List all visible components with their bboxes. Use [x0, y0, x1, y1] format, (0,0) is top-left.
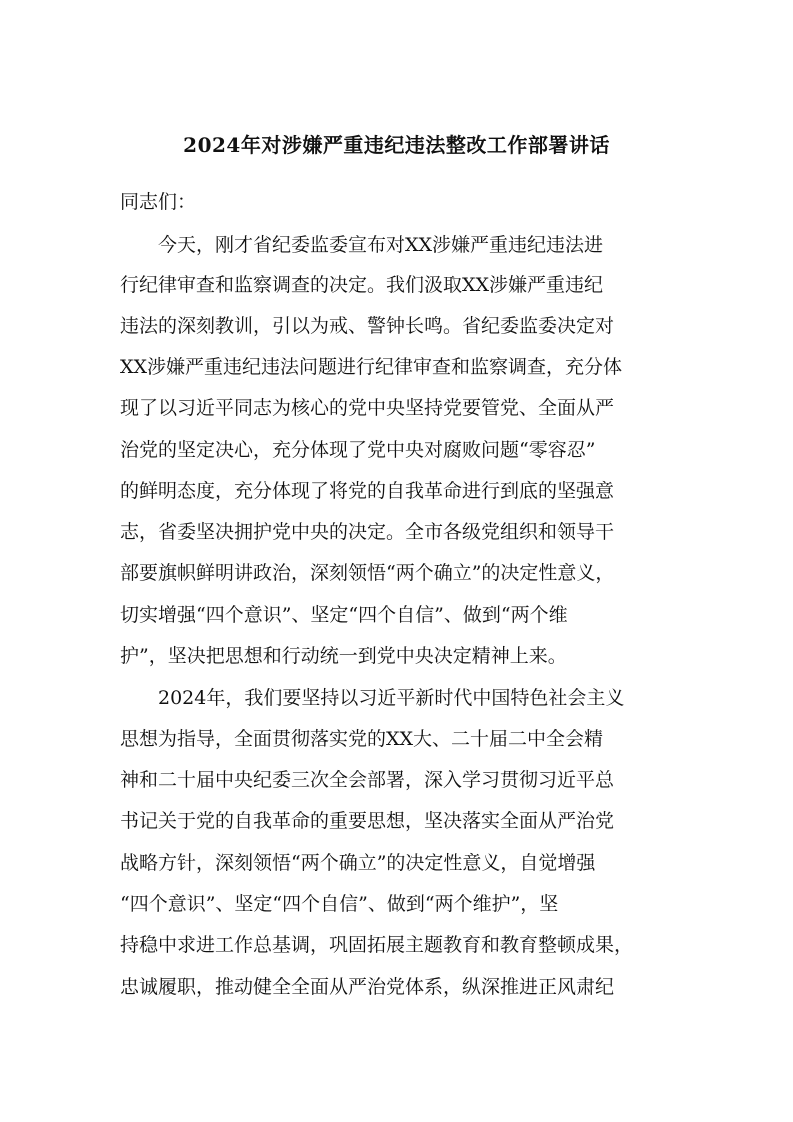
paragraph-line: 护”，坚决把思想和行动统一到党中央决定精神上来。 [120, 645, 567, 667]
paragraph-line: 的鲜明态度，充分体现了将党的自我革命进行到底的坚强意 [120, 480, 615, 502]
paragraph-line: 神和二十届中央纪委三次全会部署，深入学习贯彻习近平总 [120, 769, 615, 791]
paragraph-line: 治党的坚定决心，充分体现了党中央对腐败问题“零容忍” [120, 439, 596, 461]
paragraph-line: 违法的深刻教训，引以为戒、警钟长鸣。省纪委监委决定对 [120, 315, 615, 337]
paragraph-line: 部要旗帜鲜明讲政治，深刻领悟“两个确立”的决定性意义， [120, 562, 615, 584]
paragraph-line: 持稳中求进工作总基调，巩固拓展主题教育和教育整顿成果， [120, 934, 634, 956]
paragraph-line: 行纪律审查和监察调查的决定。我们汲取XX涉嫌严重违纪 [120, 274, 604, 296]
paragraph-line: 切实增强“四个意识”、坚定“四个自信”、做到“两个维 [120, 604, 568, 626]
paragraph-line: 忠诚履职，推动健全全面从严治党体系，纵深推进正风肃纪 [120, 976, 615, 998]
paragraph-line: 战略方针，深刻领悟“两个确立”的决定性意义，自觉增强 [120, 852, 596, 874]
paragraph-line: 今天，刚才省纪委监委宣布对XX涉嫌严重违纪违法进 [158, 234, 604, 256]
paragraph-line: XX涉嫌严重违纪违法问题进行纪律审查和监察调查，充分体 [120, 356, 623, 378]
paragraph-line: 书记关于党的自我革命的重要思想，坚决落实全面从严治党 [120, 810, 615, 832]
paragraph-line: 现了以习近平同志为核心的党中央坚持党要管党、全面从严 [120, 397, 615, 419]
paragraph-line: “四个意识”、坚定“四个自信”、做到“两个维护”，坚 [120, 893, 559, 915]
document-title: 2024年对涉嫌严重违纪违法整改工作部署讲话 [183, 133, 610, 157]
paragraph-line: 思想为指导，全面贯彻落实党的XX大、二十届二中全会精 [120, 728, 604, 750]
paragraph-line: 志，省委坚决拥护党中央的决定。全市各级党组织和领导干 [120, 521, 615, 543]
greeting: 同志们： [120, 191, 197, 213]
paragraph-line: 2024年，我们要坚持以习近平新时代中国特色社会主义 [158, 687, 625, 709]
